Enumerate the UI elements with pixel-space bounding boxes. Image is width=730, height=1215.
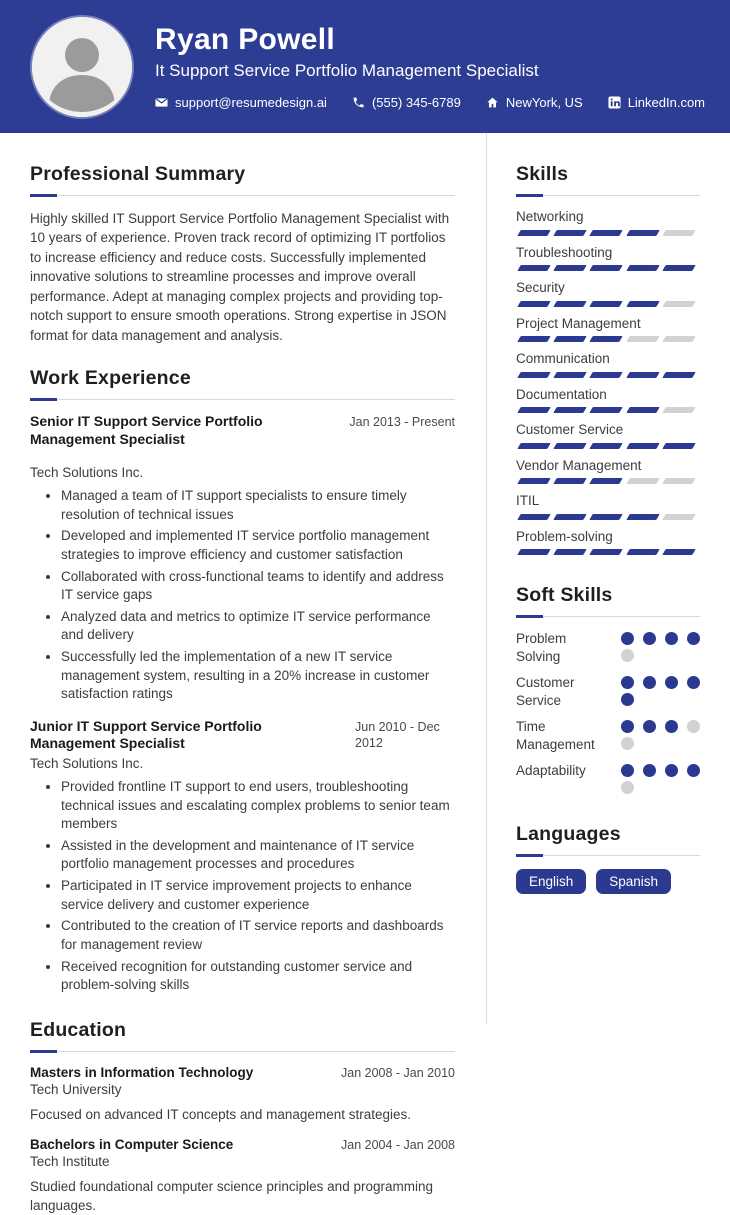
language-badges	[516, 869, 700, 894]
skill-bar-segment	[626, 443, 660, 449]
skill-bar	[516, 230, 700, 236]
soft-skill-dot	[621, 676, 634, 689]
skill-bar	[516, 478, 700, 484]
header-text	[155, 23, 705, 110]
job-head	[30, 413, 455, 448]
soft-skill-dot	[621, 693, 634, 706]
job-bullet: • Managed a team of IT support specialists to ensure timely resolution of technical issues	[61, 487, 455, 524]
contact-location-text: NewYork, US	[505, 95, 583, 110]
skill-bar-segment	[626, 336, 660, 342]
content	[0, 133, 730, 1213]
section-title: Skills	[516, 163, 569, 185]
soft-skill-dot	[621, 632, 634, 645]
skill-item	[516, 351, 700, 378]
contact-linkedin-text: LinkedIn.com	[627, 95, 706, 110]
soft-skill-dot	[621, 649, 634, 662]
envelope-icon	[155, 96, 168, 109]
skill-bar	[516, 514, 700, 520]
section-title: Languages	[516, 823, 621, 846]
education-entry	[30, 1065, 455, 1125]
language-badge: Spanish	[596, 869, 671, 894]
skill-bar-segment	[590, 265, 624, 271]
skill-bar-segment	[553, 443, 587, 449]
skill-item	[516, 209, 700, 236]
soft-skill-dot	[621, 781, 634, 794]
soft-skill-item	[516, 762, 700, 794]
job-bullet: • Assisted in the development and maintenance of IT service portfolio management processes and procedures	[61, 837, 455, 874]
soft-skill-label: Adaptability	[516, 763, 586, 779]
soft-skill-dot	[687, 764, 700, 777]
job-date: Jun 2010 - Dec 2012	[355, 719, 440, 751]
skill-bar-segment	[553, 301, 587, 307]
section-title: Soft Skills	[516, 584, 613, 607]
skill-bar-segment	[662, 478, 696, 484]
summary-text: Highly skilled IT Support Service Portfolio Management Specialist with 10 years of experience. Proven track record of optimizing IT portfolios to increase efficiency and reduce costs. Successfully implemented innovative solutions to streamline processes and improve overall performance. Adept at managing complex projects and providing top-notch support to ensure smooth operations. Strong expertise in JSON format for data management and analysis.	[30, 211, 450, 343]
section-divider	[516, 616, 700, 617]
skill-bar	[516, 443, 700, 449]
soft-skill-dot	[687, 632, 700, 645]
job-bullet-list	[30, 487, 455, 704]
job-date: Jan 2013 - Present	[349, 415, 455, 430]
skill-bar-segment	[590, 301, 624, 307]
soft-skill-item	[516, 630, 700, 665]
section-title: Education	[30, 1018, 127, 1041]
skill-bar-segment	[626, 372, 660, 378]
job-title: Junior IT Support Service Portfolio Management Specialist	[30, 717, 262, 752]
education-head	[30, 1137, 455, 1152]
header	[0, 0, 730, 133]
skill-bar-segment	[626, 265, 660, 271]
job-bullet-list	[30, 778, 455, 995]
section-work-experience	[30, 367, 455, 995]
contact-phone-text: (555) 345-6789	[371, 95, 461, 110]
skill-bar-segment	[517, 514, 551, 520]
skill-item	[516, 458, 700, 485]
soft-skill-item	[516, 718, 700, 753]
education-description: Studied foundational computer science principles and programming languages.	[30, 1178, 433, 1213]
skill-item	[516, 529, 700, 556]
skill-bar-segment	[662, 372, 696, 378]
education-degree: Masters in Information Technology	[30, 1064, 254, 1080]
education-degree: Bachelors in Computer Science	[30, 1136, 234, 1152]
skill-item	[516, 387, 700, 414]
section-divider	[516, 195, 700, 196]
skill-item	[516, 280, 700, 307]
soft-skill-dots	[621, 674, 700, 706]
skill-bar-segment	[553, 265, 587, 271]
education-description: Focused on advanced IT concepts and management strategies.	[30, 1106, 411, 1122]
skill-label: Documentation	[516, 386, 607, 402]
education-school: Tech Institute	[30, 1153, 110, 1169]
skill-bar-segment	[626, 301, 660, 307]
job-bullet: • Participated in IT service improvement projects to enhance service delivery and customer experience	[61, 877, 455, 914]
section-title: Work Experience	[30, 367, 191, 390]
language-badge: English	[516, 869, 586, 894]
skill-label: Troubleshooting	[516, 244, 613, 260]
job-bullet: • Analyzed data and metrics to optimize IT service performance and delivery	[61, 608, 455, 645]
skill-item	[516, 316, 700, 343]
avatar-photo-placeholder	[32, 17, 132, 117]
skill-bar-segment	[590, 336, 624, 342]
job-bullet: • Developed and implemented IT service portfolio management strategies to improve efficiency and customer satisfaction	[61, 527, 455, 564]
skill-bar-segment	[662, 301, 696, 307]
skill-item	[516, 245, 700, 272]
skill-bar-segment	[590, 478, 624, 484]
soft-skill-label: Customer Service	[516, 675, 575, 708]
contact-phone	[352, 95, 461, 110]
skill-bar-segment	[662, 265, 696, 271]
skill-bar-segment	[517, 549, 551, 555]
skill-bar-segment	[662, 230, 696, 236]
contact-email-text: support@resumedesign.ai	[175, 95, 327, 110]
skill-bar-segment	[517, 407, 551, 413]
skill-bar-segment	[662, 407, 696, 413]
job-bullet: • Received recognition for outstanding customer service and problem-solving skills	[61, 958, 455, 995]
skill-label: Vendor Management	[516, 457, 642, 473]
section-divider	[516, 855, 700, 856]
section-divider	[30, 195, 455, 196]
job-entry	[30, 718, 455, 995]
soft-skill-dots	[621, 718, 700, 750]
job-title: Senior IT Support Service Portfolio Management Specialist	[30, 413, 263, 447]
skill-bar-segment	[662, 549, 696, 555]
skill-bar-segment	[662, 443, 696, 449]
job-entry	[30, 413, 455, 704]
skill-bar-segment	[626, 549, 660, 555]
skill-bar	[516, 372, 700, 378]
home-icon	[486, 96, 499, 109]
skill-bar-segment	[553, 514, 587, 520]
skill-bar-segment	[662, 514, 696, 520]
soft-skill-label: Time Management	[516, 719, 595, 752]
section-title: Professional Summary	[30, 163, 246, 185]
soft-skill-label: Problem Solving	[516, 631, 567, 664]
skill-bar	[516, 265, 700, 271]
skill-bar-segment	[590, 230, 624, 236]
section-skills	[516, 163, 700, 555]
skill-bar-segment	[517, 265, 551, 271]
skill-bar-segment	[553, 230, 587, 236]
contact-linkedin[interactable]	[608, 95, 705, 110]
skill-bar-segment	[626, 514, 660, 520]
skill-label: Communication	[516, 351, 610, 367]
soft-skill-dot	[643, 764, 656, 777]
soft-skill-dot	[665, 764, 678, 777]
skill-bar-segment	[517, 478, 551, 484]
soft-skill-item	[516, 674, 700, 709]
skill-bar-segment	[553, 372, 587, 378]
skill-bar-segment	[590, 549, 624, 555]
soft-skill-dot	[643, 632, 656, 645]
skill-bar-segment	[517, 372, 551, 378]
skill-bar-segment	[517, 230, 551, 236]
soft-skill-dot	[643, 676, 656, 689]
section-education	[30, 1019, 455, 1215]
skill-label: Customer Service	[516, 422, 624, 438]
education-date: Jan 2004 - Jan 2008	[341, 1137, 455, 1152]
avatar	[32, 17, 132, 117]
section-professional-summary	[30, 163, 455, 345]
soft-skill-dot	[687, 720, 700, 733]
skill-label: Problem-solving	[516, 528, 613, 544]
skill-bar-segment	[590, 443, 624, 449]
skill-bar-segment	[662, 336, 696, 342]
skill-bar-segment	[517, 301, 551, 307]
soft-skill-dot	[687, 676, 700, 689]
soft-skill-dot	[665, 676, 678, 689]
left-column	[0, 133, 487, 1213]
person-name: Ryan Powell	[155, 23, 336, 56]
soft-skill-dot	[621, 720, 634, 733]
right-column	[487, 133, 730, 1024]
skill-label: Project Management	[516, 315, 641, 331]
skill-item	[516, 422, 700, 449]
education-entry	[30, 1137, 455, 1215]
job-bullet: • Successfully led the implementation of a new IT service management system, resulting in a 20% increase in customer satisfaction ratings	[61, 648, 455, 704]
education-head	[30, 1065, 455, 1080]
soft-skill-dot	[643, 720, 656, 733]
section-divider	[30, 399, 455, 400]
skill-bar-segment	[553, 407, 587, 413]
job-bullet: • Collaborated with cross-functional teams to identify and address IT service gaps	[61, 568, 455, 605]
skill-bar	[516, 301, 700, 307]
skill-label: ITIL	[516, 493, 540, 509]
skill-item	[516, 493, 700, 520]
skill-bar-segment	[626, 407, 660, 413]
job-company: Tech Solutions Inc.	[30, 755, 144, 771]
job-company: Tech Solutions Inc.	[30, 465, 144, 481]
skill-bar-segment	[626, 478, 660, 484]
soft-skill-dots	[621, 762, 700, 794]
job-head	[30, 718, 455, 753]
skill-bar	[516, 549, 700, 555]
skill-bar-segment	[553, 549, 587, 555]
soft-skill-dot	[665, 632, 678, 645]
job-bullet: • Contributed to the creation of IT service reports and dashboards for management review	[61, 917, 455, 954]
skill-bar-segment	[590, 407, 624, 413]
section-soft-skills	[516, 584, 700, 794]
section-divider	[30, 1051, 455, 1052]
soft-skill-dots	[621, 630, 700, 662]
soft-skill-dot	[621, 764, 634, 777]
contact-email[interactable]	[155, 95, 327, 110]
skill-bar-segment	[626, 230, 660, 236]
job-bullet: • Provided frontline IT support to end users, troubleshooting technical issues and escalating complex problems to senior team members	[61, 778, 455, 834]
skill-bar-segment	[590, 514, 624, 520]
skill-bar-segment	[517, 336, 551, 342]
skill-bar	[516, 336, 700, 342]
education-school: Tech University	[30, 1081, 122, 1097]
skill-bar-segment	[553, 478, 587, 484]
education-date: Jan 2008 - Jan 2010	[341, 1065, 455, 1080]
skill-bar	[516, 407, 700, 413]
contact-row	[155, 95, 705, 110]
linkedin-icon	[608, 96, 621, 109]
person-title: It Support Service Portfolio Management Specialist	[155, 61, 539, 80]
section-languages	[516, 823, 700, 894]
skill-label: Networking	[516, 209, 584, 224]
soft-skill-dot	[665, 720, 678, 733]
contact-location	[486, 95, 583, 110]
skill-label: Security	[516, 280, 565, 296]
skill-bar-segment	[590, 372, 624, 378]
skill-bar-segment	[517, 443, 551, 449]
phone-icon	[352, 96, 365, 109]
soft-skill-dot	[621, 737, 634, 750]
skill-bar-segment	[553, 336, 587, 342]
